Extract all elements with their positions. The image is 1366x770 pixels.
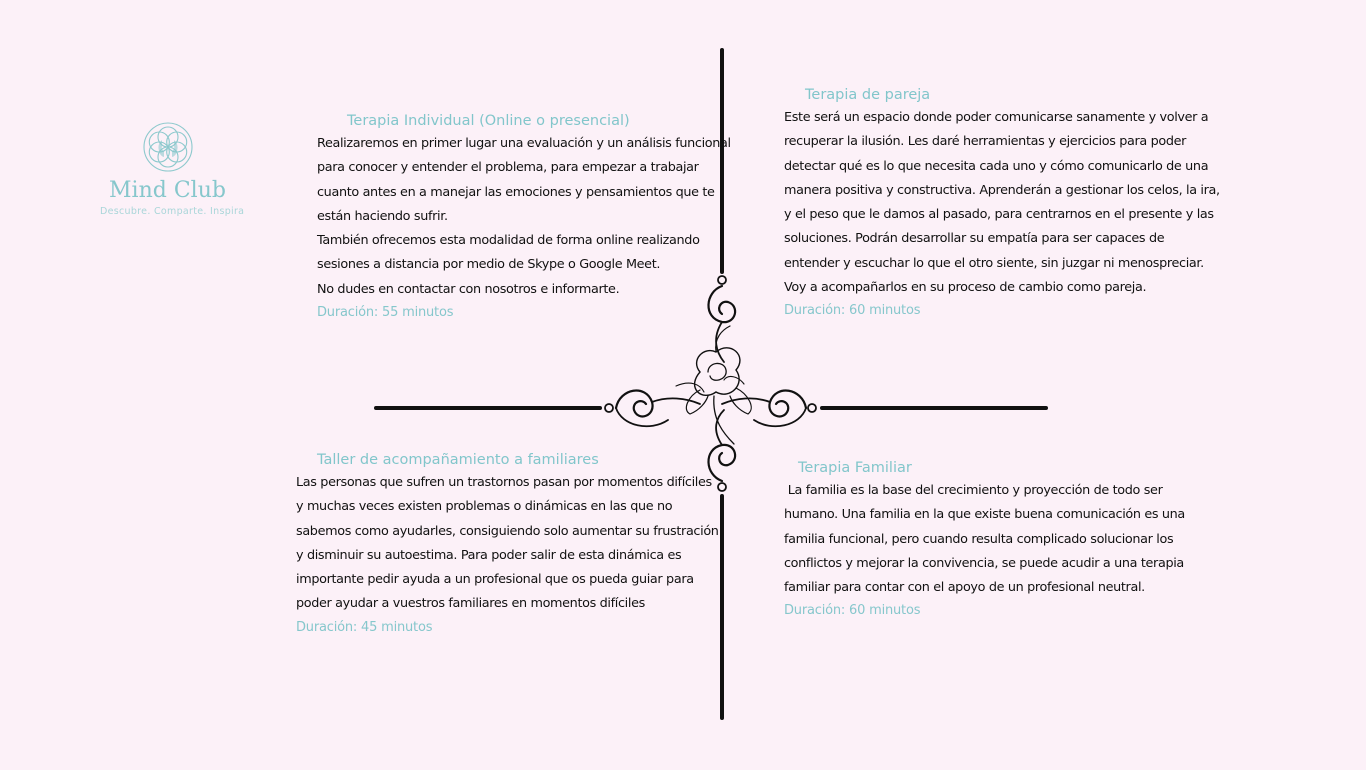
- section-terapia-de-pareja: [784, 84, 1220, 322]
- section-terapia-individual: [317, 110, 731, 324]
- body-line: Este será un espacio donde poder comunicarse sanamente y volver a: [784, 110, 1209, 125]
- section-body: [317, 132, 731, 302]
- body-line: y disminuir su autoestima. Para poder salir de esta dinámica es: [296, 547, 682, 563]
- session-duration: Duración: 60 minutos: [784, 603, 921, 619]
- section-title: Terapia Individual (Online o presencial): [347, 113, 630, 129]
- body-line: familia funcional, pero cuando resulta complicado solucionar los: [784, 531, 1174, 547]
- session-duration: Duración: 60 minutos: [784, 303, 921, 319]
- section-body: [296, 471, 719, 617]
- body-line: sabemos como ayudarles, consiguiendo solo aumentar su frustración: [296, 523, 719, 539]
- body-line: importante pedir ayuda a un profesional que os pueda guiar para: [296, 572, 694, 588]
- body-line: sesiones a distancia por medio de Skype o Google Meet.: [317, 257, 661, 273]
- body-line: Voy a acompañarlos en su proceso de cambio como pareja.: [784, 280, 1147, 296]
- brand-tagline: Descubre. Comparte. Inspira: [100, 206, 245, 217]
- session-duration: Duración: 55 minutos: [317, 305, 454, 321]
- body-line: y el peso que le damos al pasado, para centrarnos en el presente y las: [784, 207, 1214, 223]
- body-line: Realizaremos en primer lugar una evaluación y un análisis funcional: [317, 136, 731, 151]
- body-line: para conocer y entender el problema, para empezar a trabajar: [317, 160, 699, 176]
- body-line: poder ayudar a vuestros familiares en momentos difíciles: [296, 596, 645, 612]
- body-line: y muchas veces existen problemas o dinámicas en las que no: [296, 499, 673, 515]
- body-line: conflictos y mejorar la convivencia, se puede acudir a una terapia: [784, 555, 1184, 571]
- session-duration: Duración: 45 minutos: [296, 619, 433, 635]
- body-line: detectar qué es lo que necesita cada uno y cómo comunicarlo de una: [784, 158, 1209, 174]
- body-line: entender y escuchar lo que el otro siente, sin juzgar ni menospreciar.: [784, 255, 1204, 271]
- body-line: cuanto antes en a manejar las emociones y pensamientos que te: [317, 184, 715, 200]
- section-title: Taller de acompañamiento a familiares: [317, 452, 599, 468]
- brand-name: Mind Club: [109, 178, 226, 203]
- body-line: La familia es la base del crecimiento y proyección de todo ser: [784, 483, 1163, 498]
- section-body: [784, 106, 1220, 300]
- body-line: Las personas que sufren un trastornos pasan por momentos difíciles: [296, 475, 712, 490]
- body-line: familiar para contar con el apoyo de un profesional neutral.: [784, 580, 1145, 596]
- section-body: [784, 479, 1185, 600]
- body-line: están haciendo sufrir.: [317, 208, 448, 224]
- section-terapia-familiar: [784, 457, 1185, 622]
- body-line: También ofrecemos esta modalidad de forma online realizando: [317, 233, 700, 249]
- section-taller-familiares: [296, 449, 719, 639]
- body-line: humano. Una familia en la que existe buena comunicación es una: [784, 507, 1185, 523]
- body-line: recuperar la ilusión. Les daré herramientas y ejercicios para poder: [784, 134, 1187, 150]
- body-line: manera positiva y constructiva. Aprenderán a gestionar los celos, la ira,: [784, 182, 1220, 198]
- section-title: Terapia Familiar: [798, 460, 912, 476]
- section-title: Terapia de pareja: [805, 87, 931, 103]
- body-line: No dudes en contactar con nosotros e informarte.: [317, 281, 620, 297]
- body-line: soluciones. Podrán desarrollar su empatía para ser capaces de: [784, 231, 1165, 247]
